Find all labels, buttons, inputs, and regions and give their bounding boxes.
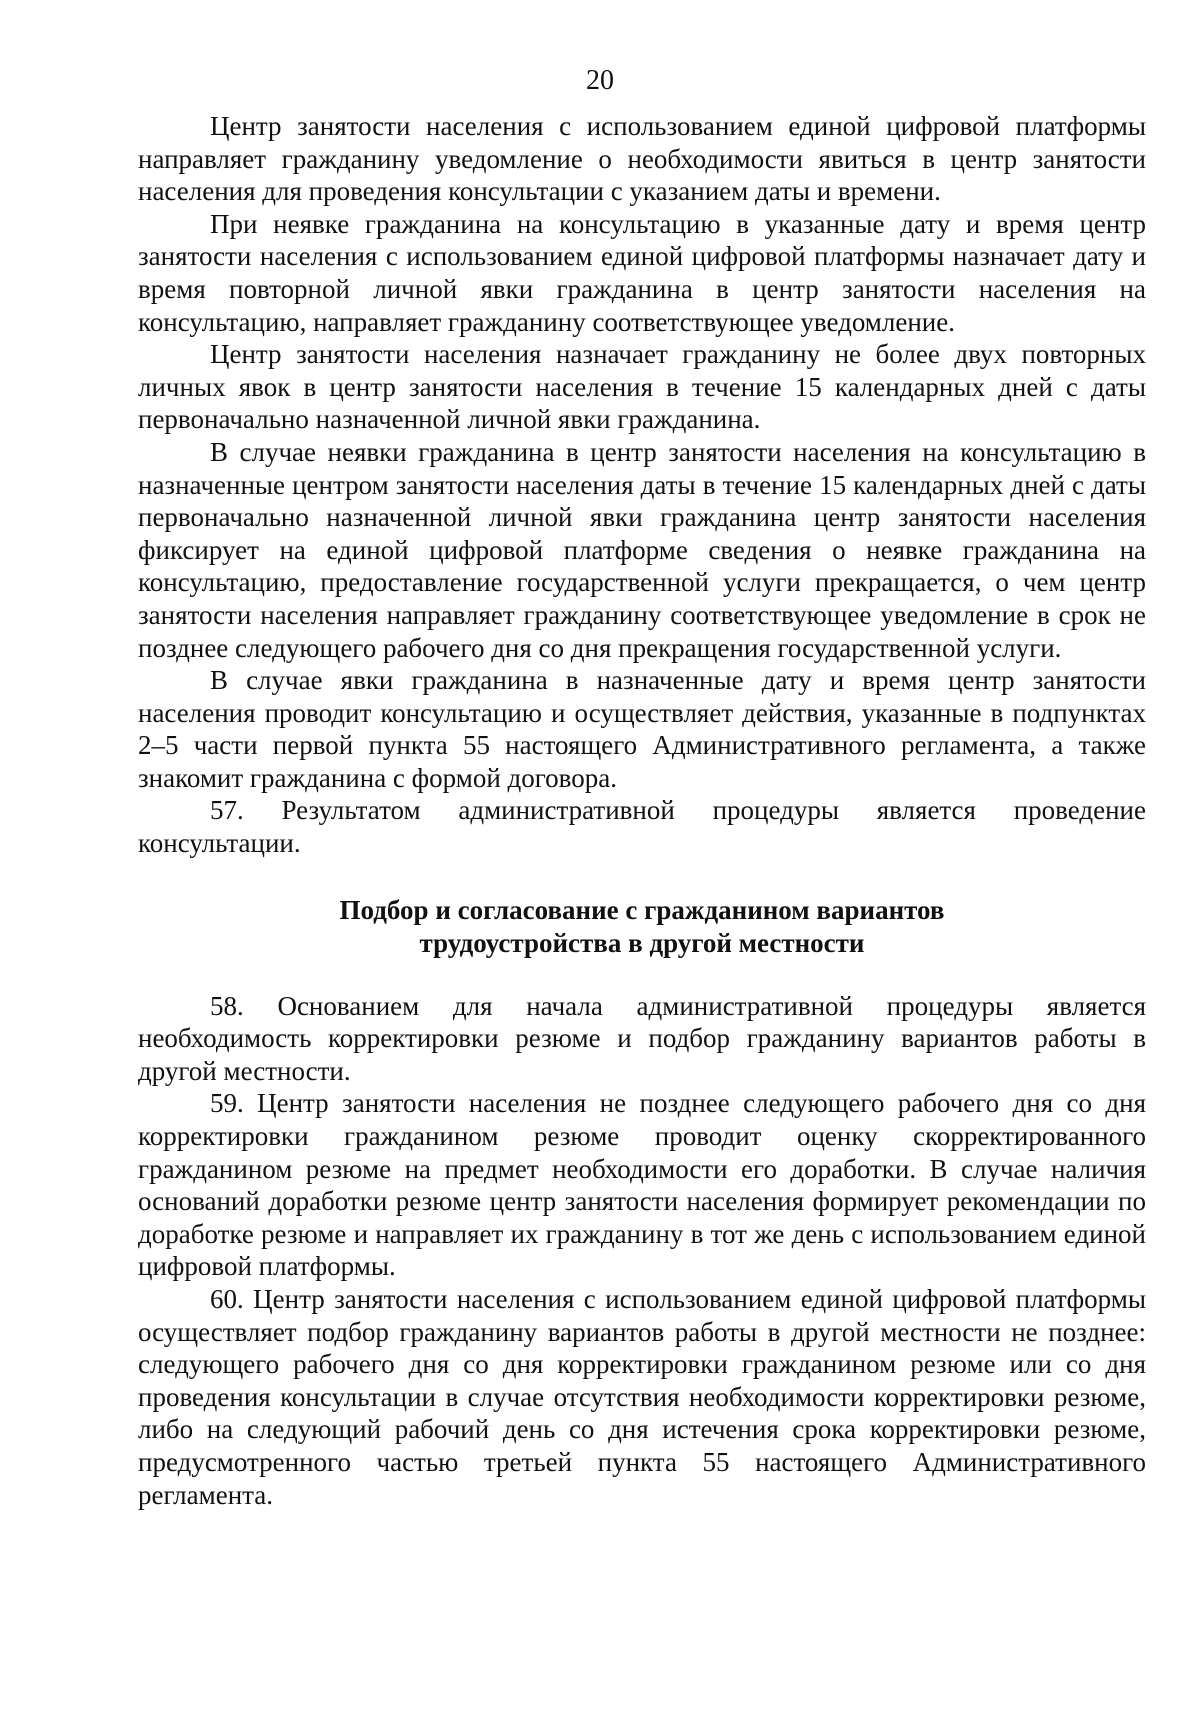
paragraph-57-result: 57. Результатом административной процедуры является проведение консультации.	[138, 795, 1146, 859]
section-heading-line-2: трудоустройства в другой местности	[419, 927, 865, 958]
paragraph-58-basis: 58. Основанием для начала административной процедуры является необходимость корректировки резюме и подбор гражданину вариантов работы в другой местности.	[138, 990, 1146, 1086]
paragraph-repeat-visits-limit: Центр занятости населения назначает гражданину не более двух повторных личных явок в центр занятости населения в течение 15 календарных дней с даты первоначально назначенной личной явки гражданина.	[138, 339, 1146, 435]
paragraph-59-resume-evaluation: 59. Центр занятости населения не позднее следующего рабочего дня со дня корректировки гражданином резюме проводит оценку скорректированного гражданином резюме на предмет необходимости его доработки. В случае наличия оснований доработки резюме центр занятости населения формирует рекомендации по доработке резюме и направляет их гражданину в тот же день с использованием единой цифровой платформы.	[138, 1088, 1146, 1282]
paragraph-60-job-selection: 60. Центр занятости населения с использованием единой цифровой платформы осуществляет подбор гражданину вариантов работы в другой местности не позднее: следующего рабочего дня со дня корректировки гражданином резюме или со дня проведения консультации в случае отсутствия необходимости корректировки резюме, либо на следующий рабочий день со дня истечения срока корректировки резюме, предусмотренного частью третьей пункта 55 настоящего Административного регламента.	[138, 1284, 1146, 1510]
section-heading-line-1: Подбор и согласование с гражданином вариантов	[339, 894, 945, 925]
section-heading	[138, 894, 1146, 960]
page-number: 20	[586, 65, 614, 96]
document-body	[138, 110, 1146, 1511]
paragraph-notification: Центр занятости населения с использованием единой цифровой платформы направляет гражданину уведомление о необходимости явиться в центр занятости населения для проведения консультации с указанием даты и времени.	[138, 111, 1146, 207]
paragraph-consultation-conducted: В случае явки гражданина в назначенные дату и время центр занятости населения проводит консультацию и осуществляет действия, указанные в подпунктах 2–5 части первой пункта 55 настоящего Административного регламента, а также знакомит гражданина с формой договора.	[138, 665, 1146, 793]
paragraph-service-termination: В случае неявки гражданина в центр занятости населения на консультацию в назначенные центром занятости населения даты в течение 15 календарных дней с даты первоначально назначенной личной явки гражданина центр занятости населения фиксирует на единой цифровой платформе сведения о неявке гражданина на консультацию, предоставление государственной услуги прекращается, о чем центр занятости населения направляет гражданину соответствующее уведомление в срок не позднее следующего рабочего дня со дня прекращения государственной услуги.	[138, 436, 1146, 663]
paragraph-no-show-reschedule: При неявке гражданина на консультацию в указанные дату и время центр занятости населения с использованием единой цифровой платформы назначает дату и время повторной личной явки гражданина в центр занятости населения на консультацию, направляет гражданину соответствующее уведомление.	[138, 208, 1146, 337]
